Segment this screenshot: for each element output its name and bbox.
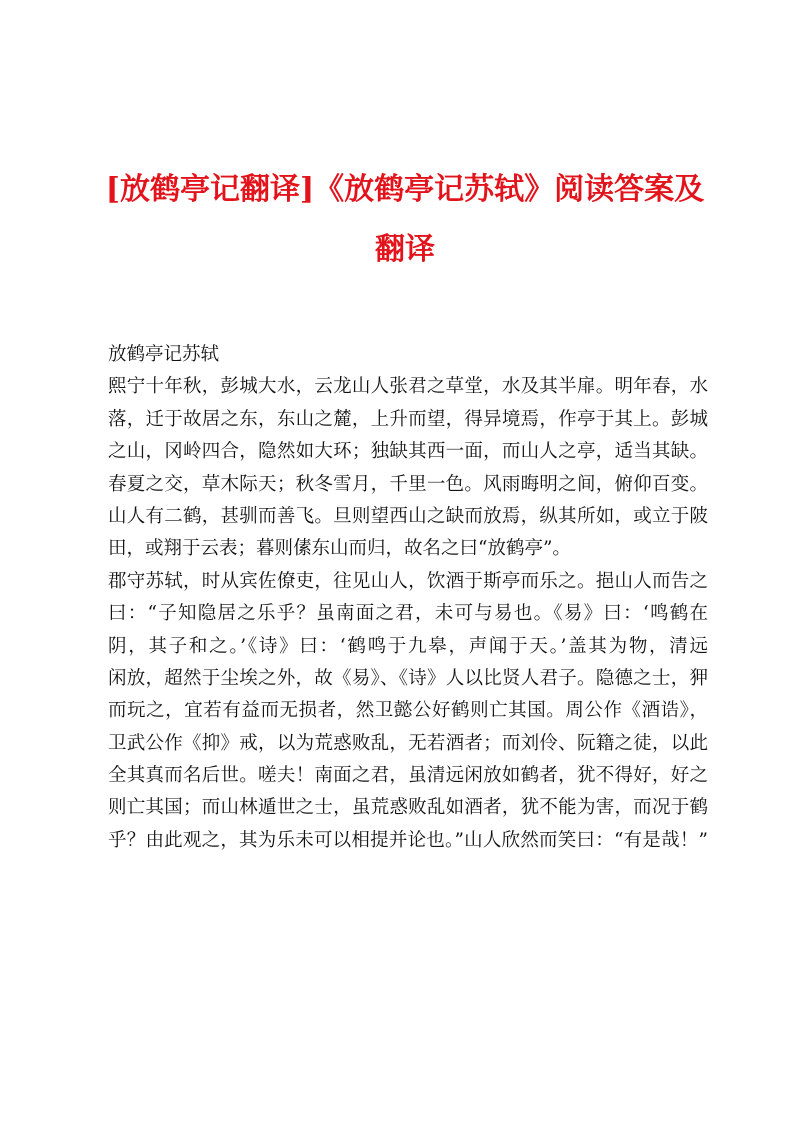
paragraph-1-line: 山人有二鹤，甚驯而善飞。旦则望西山之缺而放焉，纵其所如，或立于陂 [108,505,708,527]
paragraph-1-line: 落，迁于故居之东，东山之麓，上升而望，得异境焉，作亭于其上。彭城 [108,408,708,430]
paragraph-1-line: 田，或翔于云表；暮则傃东山而归，故名之曰“放鹤亭”。 [108,538,571,560]
document-body [108,339,708,857]
title-line-2: 翻译 [375,232,435,267]
paragraph-2-line: 全其真而名后世。嗟夫！南面之君，虽清远闲放如鹤者，犹不得好，好之 [108,765,708,787]
paragraph-2-line: 郡守苏轼，时从宾佐僚吏，往见山人，饮酒于斯亭而乐之。挹山人而告之 [108,570,708,592]
paragraph-1-line: 之山，冈岭四合，隐然如大环；独缺其西一面，而山人之亭，适当其缺。 [108,441,708,463]
paragraph-2-line: 则亡其国；而山林遁世之士，虽荒惑败乱如酒者，犹不能为害，而况于鹤 [108,797,708,819]
subheading: 放鹤亭记苏轼 [108,344,220,365]
paragraph-2-line: 曰：“子知隐居之乐乎？虽南面之君，未可与易也。《易》曰：‘鸣鹤在 [108,603,708,625]
document-title [90,160,720,280]
paragraph-1-line: 春夏之交，草木际天；秋冬雪月，千里一色。风雨晦明之间，俯仰百变。 [108,473,708,495]
paragraph-2-line: 阴，其子和之。’《诗》曰：‘鹤鸣于九皋，声闻于天。’盖其为物，清远 [108,635,708,657]
paragraph-2-line: 卫武公作《抑》戒，以为荒惑败乱，无若酒者；而刘伶、阮籍之徒，以此 [108,732,708,754]
title-line-1: [放鹤亭记翻译]《放鹤亭记苏轼》阅读答案及 [105,172,705,207]
paragraph-2-line: 乎？由此观之，其为乐未可以相提并论也。”山人欣然而笑曰：“有是哉！” [108,829,708,851]
paragraph-2 [108,566,708,858]
paragraph-2-line: 而玩之，宜若有益而无损者，然卫懿公好鹤则亡其国。周公作《酒诰》， [108,700,708,722]
paragraph-2-line: 闲放，超然于尘埃之外，故《易》、《诗》人以比贤人君子。隐德之士，狎 [108,667,708,689]
paragraph-1-line: 熙宁十年秋，彭城大水，云龙山人张君之草堂，水及其半扉。明年春，水 [108,376,708,398]
paragraph-1 [108,371,708,565]
